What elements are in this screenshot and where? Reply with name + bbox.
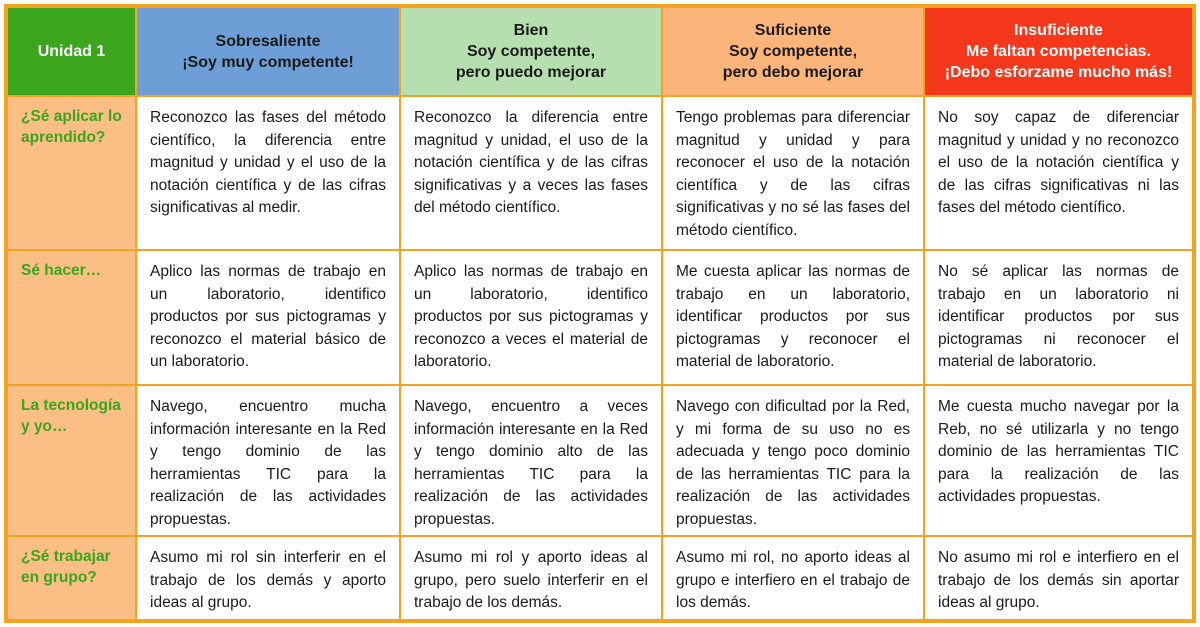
level-subtitle: Soy competente, [466, 43, 596, 60]
level-title: Insuficiente [1014, 22, 1103, 39]
rubric-table [4, 4, 1196, 623]
rubric-row-tecnologia [8, 386, 1192, 537]
cell-sobresaliente: Asumo mi rol sin interferir en el trabajo de los demás y aporto ideas al grupo. [137, 537, 401, 619]
cell-bien: Asumo mi rol y aporto ideas al grupo, pero suelo interferir en el trabajo de los demás. [401, 537, 663, 619]
cell-sobresaliente: Aplico las normas de trabajo en un laboratorio, identifico productos por sus pictogramas y reconozco el material básico de un laboratorio. [137, 251, 401, 386]
unit-header: Unidad 1 [8, 8, 137, 97]
header-row [8, 8, 1192, 97]
level-title: Suficiente [754, 22, 832, 39]
level-subtitle: pero debo mejorar [722, 64, 864, 81]
cell-insuficiente: No asumo mi rol e interfiero en el trabajo de los demás sin aportar ideas al grupo. [925, 537, 1192, 619]
level-subtitle: pero puedo mejorar [455, 64, 607, 81]
cell-bien: Navego, encuentro a veces información interesante en la Red y tengo dominio alto de las herramientas TIC para la realización de las actividades propuestas. [401, 386, 663, 537]
cell-suficiente: Me cuesta aplicar las normas de trabajo en un laboratorio, identificar productos por sus pictogramas y reconocer el material de laboratorio. [663, 251, 925, 386]
level-title: Bien [513, 22, 549, 39]
level-title: Sobresaliente [215, 32, 321, 50]
level-subtitle: ¡Soy muy competente! [182, 53, 354, 71]
row-label: ¿Sé aplicar lo aprendido? [8, 97, 137, 251]
rubric-row-grupo [8, 537, 1192, 619]
row-label: ¿Sé trabajar en grupo? [8, 537, 137, 619]
cell-suficiente: Asumo mi rol, no aporto ideas al grupo e interfiero en el trabajo de los demás. [663, 537, 925, 619]
level-header-bien [401, 8, 663, 97]
cell-sobresaliente: Navego, encuentro mucha información interesante en la Red y tengo dominio de las herramientas TIC para la realización de las actividades propuestas. [137, 386, 401, 537]
cell-suficiente: Tengo problemas para diferenciar magnitud y unidad y para reconocer el uso de la notación científica y de las cifras significativas y no sé las fases del método científico. [663, 97, 925, 251]
cell-sobresaliente: Reconozco las fases del método científico, la diferencia entre magnitud y unidad y el uso de la notación científica y de las cifras significativas al medir. [137, 97, 401, 251]
cell-suficiente: Navego con dificultad por la Red, y mi forma de su uso no es adecuada y tengo poco dominio de las herramientas TIC para la realización de las actividades propuestas. [663, 386, 925, 537]
level-header-suficiente [663, 8, 925, 97]
row-label: La tecnología y yo… [8, 386, 137, 537]
level-subtitle: Me faltan competencias. [966, 43, 1151, 60]
level-header-sobresaliente [137, 8, 401, 97]
rubric-row-aplicar [8, 97, 1192, 251]
row-label: Sé hacer… [8, 251, 137, 386]
level-subtitle: ¡Debo esforzame mucho más! [944, 64, 1173, 81]
cell-bien: Aplico las normas de trabajo en un laboratorio, identifico productos por sus pictogramas y reconozco a veces el material de laboratorio. [401, 251, 663, 386]
level-subtitle: Soy competente, [728, 43, 858, 60]
cell-insuficiente: No sé aplicar las normas de trabajo en un laboratorio ni identificar productos por sus pictogramas ni reconocer el material de laboratorio. [925, 251, 1192, 386]
cell-insuficiente: Me cuesta mucho navegar por la Reb, no sé utilizarla y no tengo dominio de las herramientas TIC para la realización de las actividades propuestas. [925, 386, 1192, 537]
level-header-insuficiente [925, 8, 1192, 97]
cell-insuficiente: No soy capaz de diferenciar magnitud y unidad y no reconozco el uso de la notación científica y de las cifras significativas ni las fases del método científico. [925, 97, 1192, 251]
rubric-row-hacer [8, 251, 1192, 386]
cell-bien: Reconozco la diferencia entre magnitud y unidad, el uso de la notación científica y de las cifras significativas y a veces las fases del método científico. [401, 97, 663, 251]
